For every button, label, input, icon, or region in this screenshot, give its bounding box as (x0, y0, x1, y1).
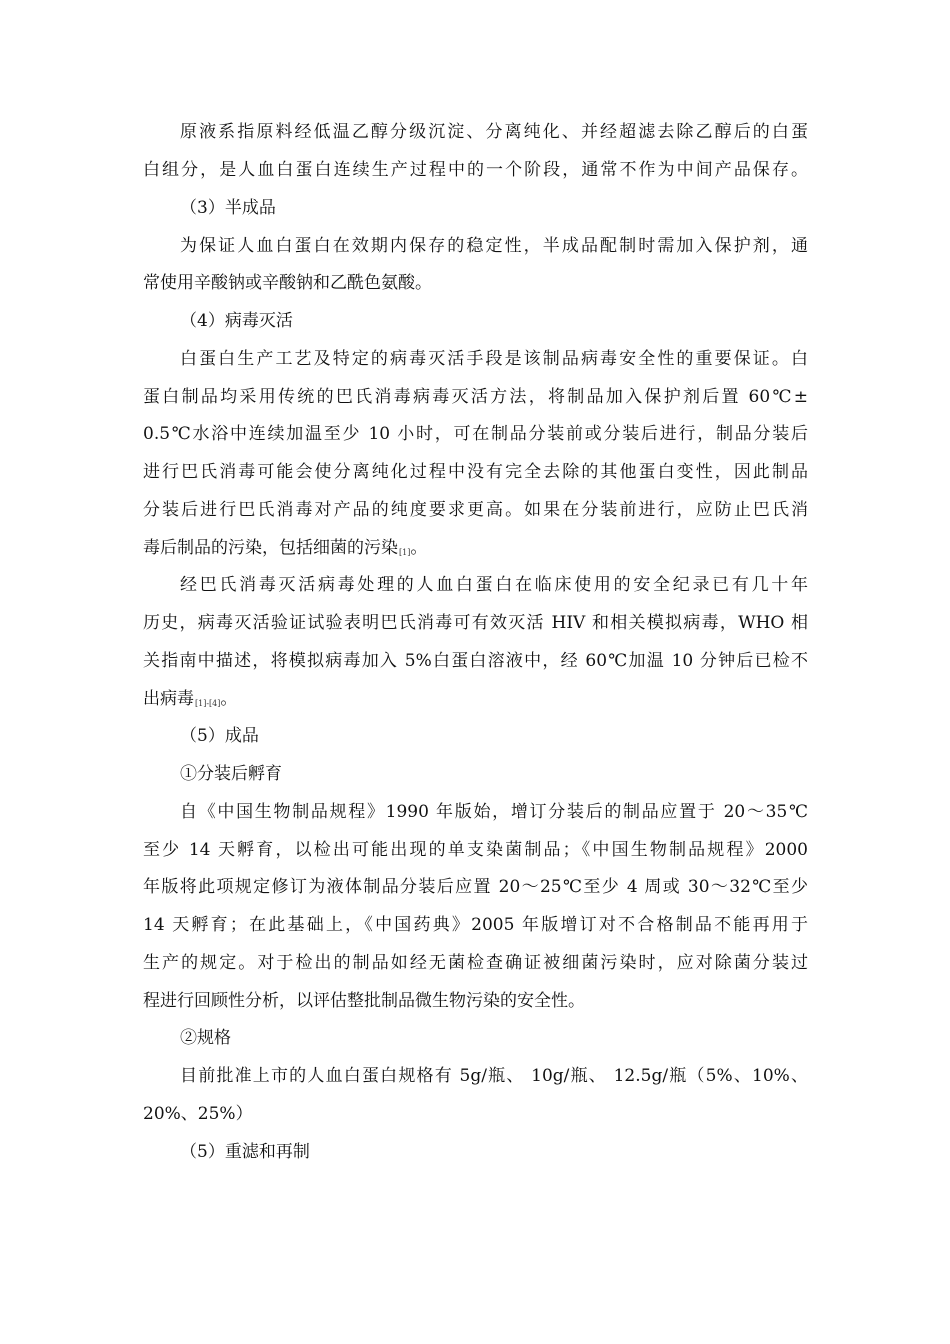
paragraph-tail: 。 (410, 538, 428, 558)
paragraph-line (143, 684, 808, 714)
paragraph-line: 至少 14 天孵育，以检出可能出现的单支染菌制品；《中国生物制品规程》2000 (143, 840, 808, 860)
paragraph-line: 常使用辛酸钠或辛酸钠和乙酰色氨酸。 (143, 273, 432, 293)
paragraph-line: 蛋白制品均采用传统的巴氏消毒病毒灭活方法，将制品加入保护剂后置 60℃± (143, 387, 808, 407)
paragraph-line: 目前批准上市的人血白蛋白规格有 5g/瓶、 10g/瓶、 12.5g/瓶（5%、10%、 (180, 1066, 808, 1086)
paragraph-tail: 。 (220, 689, 238, 709)
paragraph-line: 原液系指原料经低温乙醇分级沉淀、分离纯化、并经超滤去除乙醇后的白蛋 (180, 122, 808, 142)
paragraph-line: 白组分，是人血白蛋白连续生产过程中的一个阶段，通常不作为中间产品保存。 (143, 160, 808, 180)
section-heading: （5）成品 (180, 726, 259, 746)
paragraph-line: 自《中国生物制品规程》1990 年版始，增订分装后的制品应置于 20～35℃ (180, 802, 808, 822)
subsection-heading: ②规格 (180, 1028, 231, 1048)
paragraph-text: 出病毒 (143, 689, 194, 709)
paragraph-text: 毒后制品的污染，包括细菌的污染 (143, 538, 398, 558)
paragraph-line: 生产的规定。对于检出的制品如经无菌检查确证被细菌污染时，应对除菌分装过 (143, 953, 808, 973)
paragraph-line: 关指南中描述，将模拟病毒加入 5%白蛋白溶液中，经 60℃加温 10 分钟后已检不 (143, 651, 808, 671)
paragraph-line: 分装后进行巴氏消毒对产品的纯度要求更高。如果在分装前进行，应防止巴氏消 (143, 500, 808, 520)
subsection-heading: ①分装后孵育 (180, 764, 282, 784)
paragraph-line: 14 天孵育；在此基础上，《中国药典》2005 年版增订对不合格制品不能再用于 (143, 915, 808, 935)
paragraph-line: 为保证人血白蛋白在效期内保存的稳定性，半成品配制时需加入保护剂，通 (180, 236, 808, 256)
section-heading: （3）半成品 (180, 198, 276, 218)
paragraph-line: 程进行回顾性分析，以评估整批制品微生物污染的安全性。 (143, 991, 585, 1011)
section-heading: （4）病毒灭活 (180, 311, 293, 331)
paragraph-line: 经巴氏消毒灭活病毒处理的人血白蛋白在临床使用的安全纪录已有几十年 (180, 575, 808, 595)
section-heading: （5）重滤和再制 (180, 1142, 310, 1162)
paragraph-line: 白蛋白生产工艺及特定的病毒灭活手段是该制品病毒安全性的重要保证。白 (180, 349, 808, 369)
paragraph-line: 年版将此项规定修订为液体制品分装后应置 20～25℃至少 4 周或 30～32℃至少 (143, 877, 808, 897)
citation-marker: [1] (399, 548, 411, 557)
paragraph-line: 进行巴氏消毒可能会使分离纯化过程中没有完全去除的其他蛋白变性，因此制品 (143, 462, 808, 482)
paragraph-line (143, 533, 808, 563)
paragraph-line: 历史，病毒灭活验证试验表明巴氏消毒可有效灭活 HIV 和相关模拟病毒，WHO 相 (143, 613, 808, 633)
paragraph-line: 20%、25%） (143, 1104, 253, 1124)
paragraph-line: 0.5℃水浴中连续加温至少 10 小时，可在制品分装前或分装后进行，制品分装后 (143, 424, 808, 444)
citation-marker: [1]-[4] (195, 699, 221, 708)
